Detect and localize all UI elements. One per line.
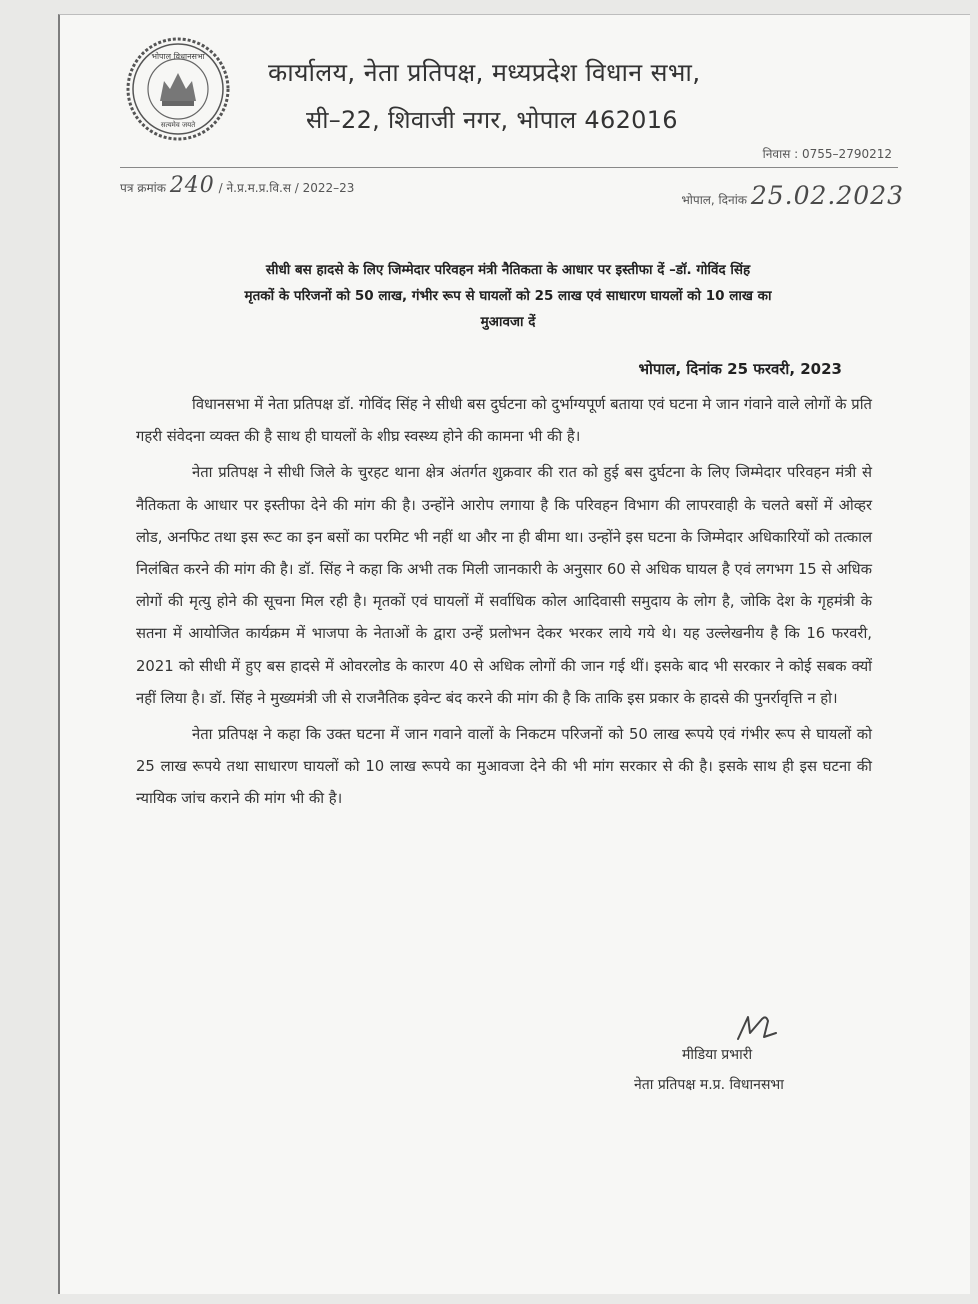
press-body xyxy=(136,389,872,820)
phone-number: 0755–2790212 xyxy=(802,147,892,161)
reference-number: 240 xyxy=(169,173,215,198)
headline-line-1: सीधी बस हादसे के लिए जिम्मेदार परिवहन मंत्री नैतिकता के आधार पर इस्तीफा दें –डॉ. गोविंद सिंह xyxy=(265,262,751,278)
letter-reference xyxy=(120,173,354,198)
press-headline xyxy=(138,257,878,335)
seal-inner-text: सत्यमेव जयते xyxy=(160,121,196,129)
assembly-seal-icon xyxy=(126,37,230,141)
press-dateline: भोपाल, दिनांक 25 फरवरी, 2023 xyxy=(638,360,842,378)
seal-outer-text: भोपाल विधानसभा xyxy=(151,52,205,61)
letter-sheet xyxy=(58,14,970,1294)
date-label: भोपाल, दिनांक xyxy=(681,193,748,207)
paragraph-2: नेता प्रतिपक्ष ने सीधी जिले के चुरहट थाना क्षेत्र अंतर्गत शुक्रवार की रात को हुई बस दुर्घटना के लिए जिम्मेदार परिवहन मंत्री से नैतिकता के आधार पर इस्तीफा देने की मांग की है। उन्होंने आरोप लगाया है कि परिवहन विभाग की लापरवाही के चलते बसों में ओव्हर लोड, अनफिट तथा इस रूट का इन बसों का परमिट भी नहीं था और ना ही बीमा था। उन्होंने इस घटना के जिम्मेदार अधिकारियों को तत्काल निलंबित करने की मांग की है। डॉ. सिंह ने कहा कि अभी तक मिली जानकारी के अनुसार 60 से अधिक घायल है एवं लगभग 15 से अधिक लोगों की मृत्यु होने की सूचना मिल रही है। मृतकों एवं घायलों में सर्वाधिक कोल आदिवासी समुदाय के लोग है, जोकि देश के गृहमंत्री के सतना में आयोजित कार्यक्रम में भाजपा के नेताओं के द्वारा उन्हें प्रलोभन देकर भरकर लाये गये थे। यह उल्लेखनीय है कि 16 फरवरी, 2021 को सीधी में हुए बस हादसे में ओवरलोड के कारण 40 से अधिक लोगों की जान गई थीं। इसके बाद भी सरकार ने कोई सबक क्यों नहीं लिया है। डॉ. सिंह ने मुख्यमंत्री जी से राजनैतिक इवेन्ट बंद करने की मांग की है कि ताकि इस प्रकार के हादसे की पुनर्रावृत्ति न हो। xyxy=(136,464,872,707)
phone-label: निवास : xyxy=(762,147,799,161)
headline-line-2: मृतकों के परिजनों को 50 लाख, गंभीर रूप से घायलों को 25 लाख एवं साधारण घायलों को 10 लाख का xyxy=(244,288,772,304)
paragraph-1: विधानसभा में नेता प्रतिपक्ष डॉ. गोविंद सिंह ने सीधी बस दुर्घटना को दुर्भाग्यपूर्ण बताया एवं घटना मे जान गंवाने वाले लोगों के प्रति गहरी संवेदना व्यक्त की है साथ ही घायलों के शीघ्र स्वस्थ्य होने की कामना भी की है। xyxy=(136,396,872,446)
reference-label: पत्र क्रमांक xyxy=(120,181,166,195)
residence-phone xyxy=(763,145,892,162)
letter-date xyxy=(681,181,904,210)
signatory-office: नेता प्रतिपक्ष म.प्र. विधानसभा xyxy=(634,1077,784,1093)
headline-line-3: मुआवजा दें xyxy=(480,314,536,330)
letterhead-address: सी–22, शिवाजी नगर, भोपाल 462016 xyxy=(306,106,678,134)
reference-suffix: / ने.प्र.म.प्र.वि.स / 2022–23 xyxy=(218,181,355,195)
signatory-title: मीडिया प्रभारी xyxy=(682,1047,753,1063)
header-divider xyxy=(120,167,898,168)
letterhead-office: कार्यालय, नेता प्रतिपक्ष, मध्यप्रदेश विधान सभा, xyxy=(268,58,701,87)
paragraph-3: नेता प्रतिपक्ष ने कहा कि उक्त घटना में जान गवाने वालों के निकटम परिजनों को 50 लाख रूपये एवं गंभीर रूप से घायलों को 25 लाख रूपये तथा साधारण घायलों को 10 लाख रूपये का मुआवजा देने की भी मांग सरकार से की है। इसके साथ ही इस घटना की न्यायिक जांच कराने की मांग भी की है। xyxy=(136,726,872,808)
date-handwritten: 25.02.2023 xyxy=(750,181,904,210)
signature-mark-icon xyxy=(734,1009,778,1045)
